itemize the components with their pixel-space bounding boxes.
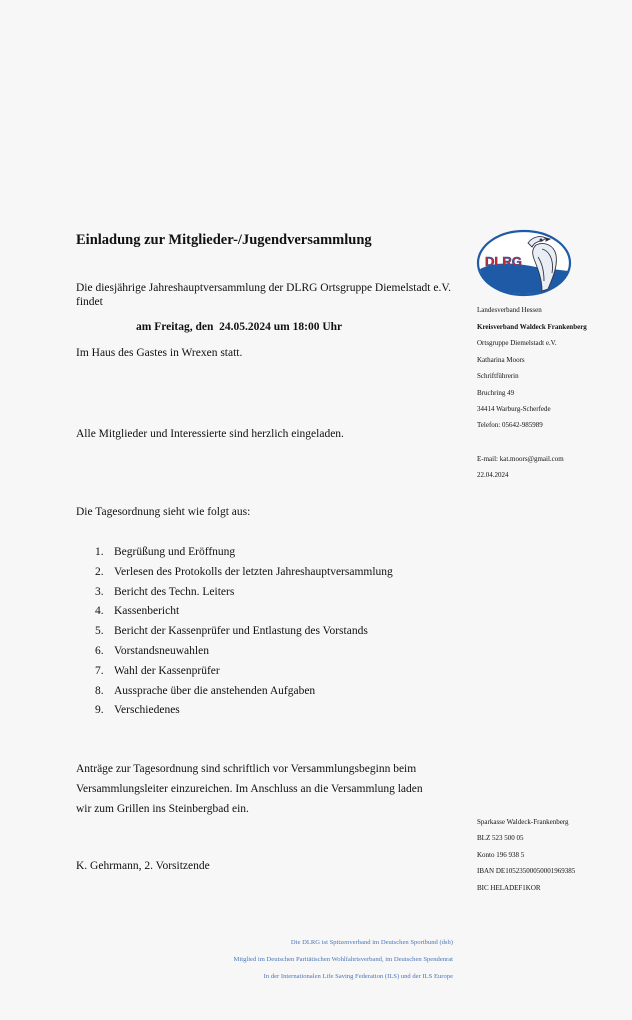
agenda-number: 8. [95,684,104,697]
dlrg-logo [476,227,572,299]
agenda-list [95,543,393,721]
bank-blz: BLZ 523 500 05 [477,834,524,842]
agenda-text: Aussprache über die anstehenden Aufgaben [114,684,316,697]
agenda-item [95,701,393,721]
agenda-text: Verschiedenes [114,704,180,717]
agenda-item [95,563,393,583]
agenda-number: 5. [95,625,104,638]
letter-date: 22.04.2024 [477,471,509,479]
contact-city: 34414 Warburg-Scherfede [477,405,551,413]
contact-name: Katharina Moors [477,356,525,364]
agenda-item [95,642,393,662]
agenda-text: Begrüßung und Eröffnung [114,546,236,558]
meeting-place: Im Haus des Gastes in Wrexen statt. [76,347,243,359]
agenda-item [95,543,393,563]
contact-email: E-mail: kat.moors@gmail.com [477,455,564,463]
ortsgruppe: Ortsgruppe Diemelstadt e.V. [477,339,557,347]
agenda-number: 6. [95,644,104,657]
footer-line-3: In der Internationalen Life Saving Federation (ILS) und der ILS Europe [263,973,453,980]
agenda-item [95,583,393,603]
welcome-text: Alle Mitglieder und Interessierte sind herzlich eingeladen. [76,428,344,440]
agenda-number: 9. [95,704,104,717]
kreisverband: Kreisverband Waldeck Frankenberg [477,323,587,331]
signature: K. Gehrmann, 2. Vorsitzende [76,860,210,872]
agenda-text: Bericht der Kassenprüfer und Entlastung des Vorstands [114,625,368,638]
motions-text: Anträge zur Tagesordnung sind schriftlich vor Versammlungsbeginn beim Versammlungsleiter einzureichen. Im Anschluss an die Versammlung laden wir zum Grillen ins Steinbergbad ein. [76,763,423,815]
agenda-item [95,622,393,642]
contact-role: Schriftführerin [477,372,519,380]
agenda-text: Kassenbericht [114,605,180,618]
agenda-number: 2. [95,565,104,578]
agenda-number: 3. [95,585,104,598]
agenda-item [95,602,393,622]
agenda-item [95,682,393,702]
meeting-date: am Freitag, den 24.05.2024 um 18:00 Uhr [136,321,343,333]
bank-konto: Konto 196 938 5 [477,851,525,859]
contact-street: Bruchring 49 [477,389,515,397]
footer-line-1: Die DLRG ist Spitzenverband im Deutschen Sportbund (dsb) [290,939,453,946]
agenda-number: 4. [95,605,104,618]
bank-bic: BIC HELADEF1KOR [477,884,541,892]
bank-name: Sparkasse Waldeck-Frankenberg [477,818,569,826]
agenda-intro: Die Tagesordnung sieht wie folgt aus: [76,506,251,518]
agenda-number: 1. [95,546,104,558]
agenda-text: Wahl der Kassenprüfer [114,664,220,677]
agenda-text: Bericht des Techn. Leiters [114,585,235,598]
agenda-text: Verlesen des Protokolls der letzten Jahreshauptversammlung [114,565,393,578]
agenda-number: 7. [95,664,104,677]
footer-line-2: Mitglied im Deutschen Paritätischen Wohlfahrtsverband, im Deutschen Spendenrat [233,956,453,963]
contact-phone: Telefon: 05642-985989 [477,421,543,429]
landesverband: Landesverband Hessen [477,306,542,314]
intro-text: Die diesjährige Jahreshauptversammlung der DLRG Ortsgruppe Diemelstadt e.V. findet [76,282,452,308]
logo-text: DLRG [485,254,522,269]
bank-iban: IBAN DE10523500050001969385 [477,867,576,875]
agenda-item [95,662,393,682]
agenda-text: Vorstandsneuwahlen [114,644,209,657]
document-title: Einladung zur Mitglieder-/Jugendversammlung [76,232,372,248]
